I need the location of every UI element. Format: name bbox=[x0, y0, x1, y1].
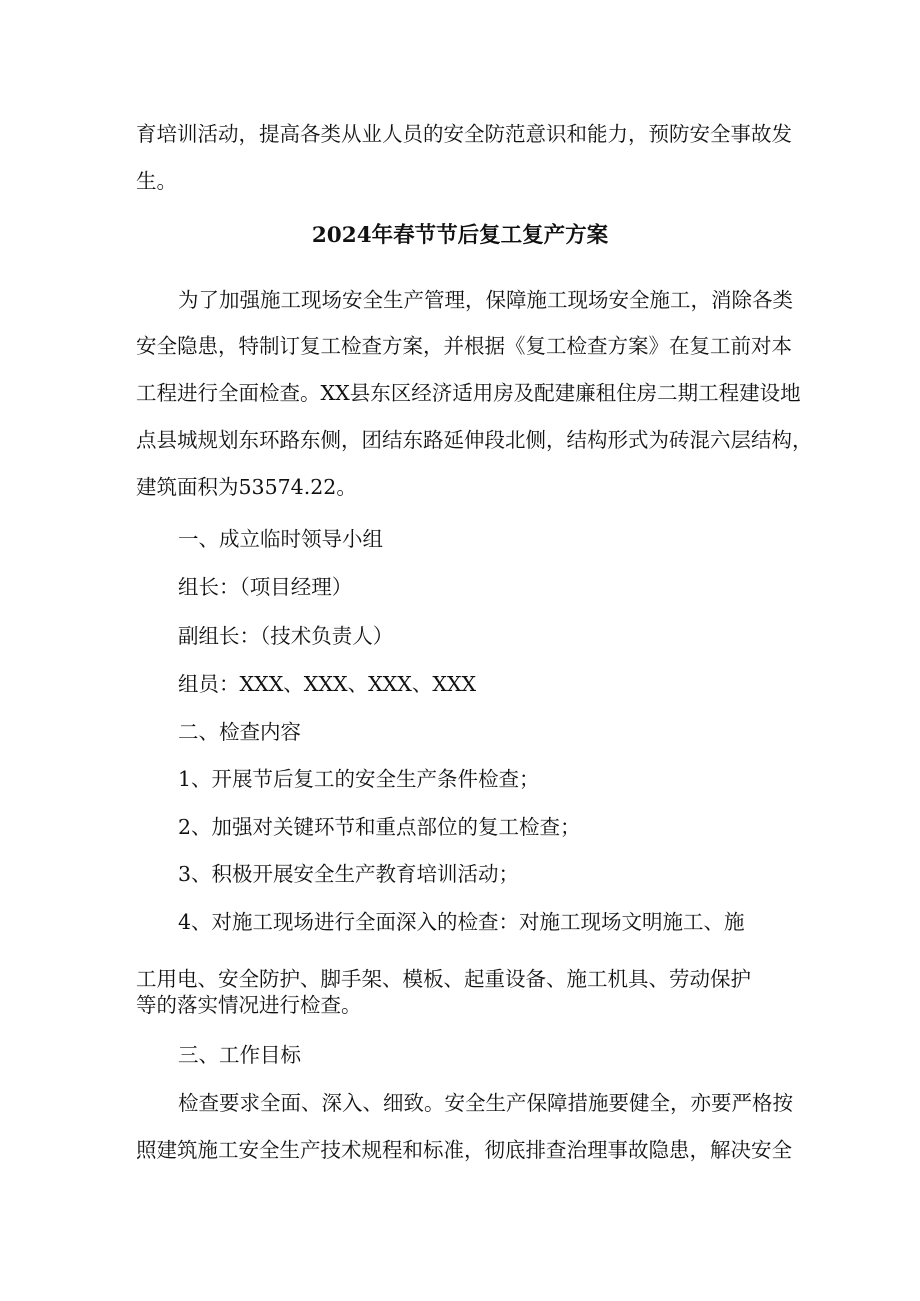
section1-heading: 一、成立临时领导小组 bbox=[178, 527, 383, 551]
section2-item-4: 4、对施工现场进行全面深入的检查：对施工现场文明施工、施 bbox=[178, 910, 745, 934]
section3-line-1: 检查要求全面、深入、细致。安全生产保障措施要健全，亦要严格按 bbox=[178, 1091, 793, 1115]
intro-line-2: 安全隐患，特制订复工检查方案，并根据《复工检查方案》在复工前对本 bbox=[136, 334, 792, 358]
section2-item-4-cont-2: 等的落实情况进行检查。 bbox=[136, 993, 362, 1017]
document-title: 2024年春节节后复工复产方案 bbox=[311, 223, 609, 248]
section2-item-2: 2、加强对关键环节和重点部位的复工检查； bbox=[178, 815, 581, 839]
section3-line-2: 照建筑施工安全生产技术规程和标准，彻底排查治理事故隐患，解决安全 bbox=[136, 1138, 792, 1162]
intro-line-3: 工程进行全面检查。XX县东区经济适用房及配建廉租住房二期工程建设地 bbox=[136, 381, 801, 405]
section1-deputy: 副组长：（技术负责人） bbox=[178, 624, 394, 648]
continuation-line-2: 生。 bbox=[136, 169, 177, 193]
intro-line-5: 建筑面积为53574.22。 bbox=[136, 475, 357, 499]
section2-item-3: 3、积极开展安全生产教育培训活动； bbox=[178, 862, 520, 886]
section2-item-4-cont-1: 工用电、安全防护、脚手架、模板、起重设备、施工机具、劳动保护 bbox=[136, 967, 751, 991]
section3-heading: 三、工作目标 bbox=[178, 1043, 301, 1067]
section1-leader: 组长：（项目经理） bbox=[178, 575, 353, 599]
section1-members: 组员：XXX、XXX、XXX、XXX bbox=[178, 672, 477, 696]
section2-heading: 二、检查内容 bbox=[178, 720, 301, 744]
section2-item-1: 1、开展节后复工的安全生产条件检查； bbox=[178, 767, 540, 791]
continuation-line-1: 育培训活动，提高各类从业人员的安全防范意识和能力，预防安全事故发 bbox=[136, 122, 792, 146]
intro-line-4: 点县城规划东环路东侧，团结东路延伸段北侧，结构形式为砖混六层结构， bbox=[136, 428, 813, 452]
intro-line-1: 为了加强施工现场安全生产管理，保障施工现场安全施工，消除各类 bbox=[178, 288, 793, 312]
